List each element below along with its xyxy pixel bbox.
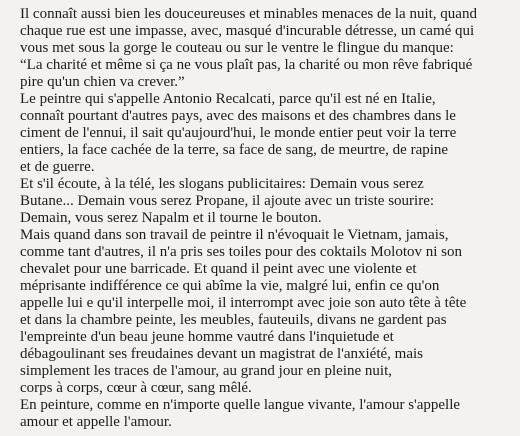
- text-line: et dans la chambre peinte, les meubles, fauteuils, divans ne gardent pas: [20, 312, 447, 328]
- text-line: connaît pourtant d'autres pays, avec des maisons et des chambres dans le: [20, 108, 456, 124]
- text-line: débagoulinant ses freudaines devant un magistrat de l'anxiété, mais: [20, 346, 423, 362]
- text-line: pire qu'un chien va crever.”: [20, 74, 185, 90]
- text-line: vous met sous la gorge le couteau ou sur le ventre le flingue du manque:: [20, 40, 454, 56]
- text-line: Demain, vous serez Napalm et il tourne le bouton.: [20, 210, 322, 226]
- text-line: Il connaît aussi bien les douceureuses et minables menaces de la nuit, quand: [20, 6, 477, 22]
- text-line: l'empreinte d'un beau jeune homme vautré dans l'inquietude et: [20, 329, 394, 345]
- text-line: et de guerre.: [20, 159, 95, 175]
- text-line: simplement les traces de l'amour, au grand jour en pleine nuit,: [20, 363, 392, 379]
- text-line: chevalet pour une barricade. Et quand il peint avec une violente et: [20, 261, 417, 277]
- text-line: En peinture, comme en n'importe quelle langue vivante, l'amour s'appelle: [20, 397, 461, 413]
- text-line: méprisante indifférence ce qui abîme la vie, malgré lui, enfin ce qu'on: [20, 278, 440, 294]
- text-line: corps à corps, cœur à cœur, sang mêlé.: [20, 380, 252, 396]
- text-line: amour et appelle l'amour.: [20, 414, 172, 430]
- text-line: comme tant d'autres, il n'a pris ses toiles pour des coktails Molotov ni son: [20, 244, 463, 260]
- text-line: appelle lui e qu'il interpelle moi, il interrompt avec joie son auto tête à tête: [20, 295, 467, 311]
- text-line: chaque rue est une impasse, avec, masqué d'incurable détresse, un camé qui: [20, 23, 475, 39]
- text-line: Le peintre qui s'appelle Antonio Recalcati, parce qu'il est né en Italie,: [20, 91, 436, 107]
- text-line: Et s'il écoute, à la télé, les slogans publicitaires: Demain vous serez: [20, 176, 424, 192]
- text-line: “La charité et même si ça ne vous plaît pas, la charité ou mon rêve fabriqué: [20, 57, 473, 73]
- text-line: entiers, la face cachée de la terre, sa face de sang, de meurtre, de rapine: [20, 142, 449, 158]
- text-line: ciment de l'ennui, il sait qu'aujourd'hui, le monde entier peut voir la terre: [20, 125, 457, 141]
- text-line: Mais quand dans son travail de peintre il n'évoquait le Vietnam, jamais,: [20, 227, 449, 243]
- text-line: Butane... Demain vous serez Propane, il ajoute avec un triste sourire:: [20, 193, 435, 209]
